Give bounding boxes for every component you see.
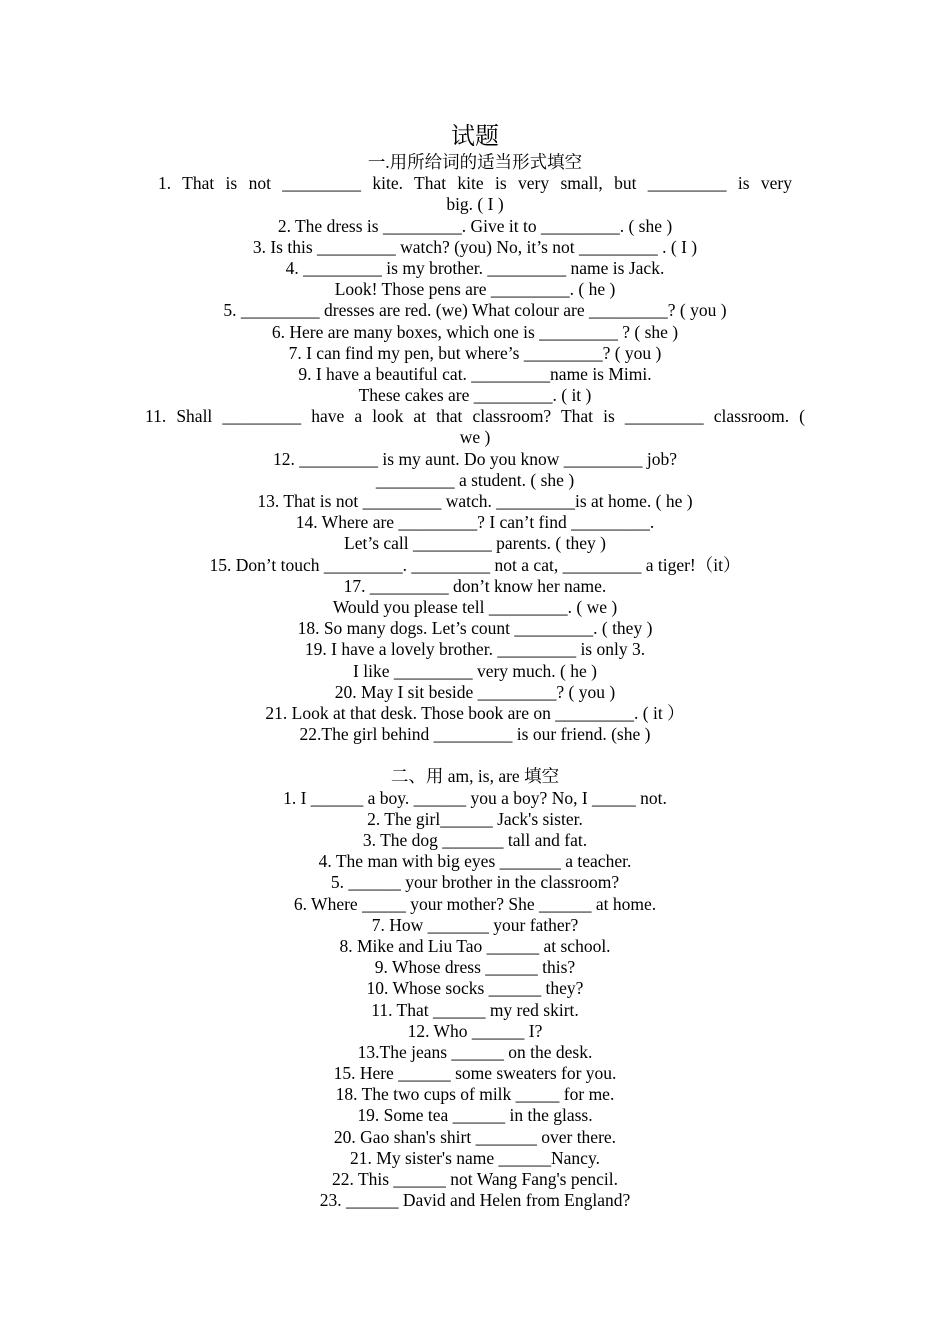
exercise-line: 15. Don’t touch _________. _________ not a cat, _________ a tiger!（it） [209, 554, 741, 575]
exercise-line: 9. Whose dress ______ this? [374, 957, 576, 978]
exercise-line: 19. I have a lovely brother. _________ is only 3. [304, 639, 646, 660]
exercise-line: we ) [459, 427, 491, 448]
exercise-line: 6. Where _____ your mother? She ______ at home. [293, 893, 657, 914]
exercise-line: 21. Look at that desk. Those book are on _________. ( it ） [265, 702, 685, 723]
exercise-line: 3. Is this _________ watch? (you) No, it’s not _________ . ( I ) [252, 236, 698, 257]
exercise-line: 22.The girl behind _________ is our friend. (she ) [299, 724, 651, 745]
exercise-line: 4. The man with big eyes _______ a teacher. [318, 851, 632, 872]
exercise-line: 13. That is not _________ watch. _________is at home. ( he ) [257, 491, 693, 511]
exercise-line: I like _________ very much. ( he ) [353, 660, 597, 681]
exercise-line: big. ( I ) [446, 194, 504, 215]
exercise-line: 7. I can find my pen, but where’s _________? ( you ) [288, 342, 662, 363]
exercise-line: 22. This ______ not Wang Fang's pencil. [332, 1169, 618, 1189]
exercise-line: 8. Mike and Liu Tao ______ at school. [339, 935, 611, 956]
exercise-line: 2. The dress is _________. Give it to _________. ( she ) [277, 215, 673, 236]
exercise-line: 1. I ______ a boy. ______ you a boy? No, I _____ not. [283, 787, 667, 808]
exercise-line: 17. _________ don’t know her name. [343, 575, 607, 596]
exercise-line: _________ a student. ( she ) [375, 469, 575, 490]
exercise-line: 11. Shall _________ have a look at that classroom? That is _________ classroom. ( [145, 406, 805, 427]
exercise-line: 21. My sister's name ______Nancy. [350, 1147, 600, 1168]
exercise-line: 23. ______ David and Helen from England? [319, 1190, 631, 1211]
exercise-line: 14. Where are _________? I can’t find _________. [295, 512, 655, 533]
exercise-line: 9. I have a beautiful cat. _________name is Mimi. [298, 363, 652, 384]
exercise-line: Look! Those pens are _________. ( he ) [334, 279, 616, 300]
exercise-line: 15. Here ______ some sweaters for you. [333, 1063, 617, 1084]
exercise-line: Would you please tell _________. ( we ) [332, 596, 618, 617]
exercise-line: 19. Some tea ______ in the glass. [357, 1105, 593, 1126]
exercise-line: 5. _________ dresses are red. (we) What colour are _________? ( you ) [223, 300, 727, 321]
exercise-line: 12. _________ is my aunt. Do you know _________ job? [273, 448, 677, 469]
section-2-heading: 二、用 am, is, are 填空 [390, 766, 560, 787]
exercise-line: 1. That is not _________ kite. That kite is very small, but _________ is very [158, 173, 792, 194]
section-2-list [140, 788, 810, 1212]
exercise-line: 10. Whose socks ______ they? [366, 978, 584, 999]
exercise-line: 2. The girl______ Jack's sister. [367, 808, 583, 829]
section-spacer [140, 745, 810, 766]
section-1-heading: 一.用所给词的适当形式填空 [367, 152, 583, 172]
exercise-line: 12. Who ______ I? [407, 1020, 543, 1041]
page-title: 试题 [451, 124, 499, 150]
exercise-line: 3. The dog _______ tall and fat. [362, 830, 588, 850]
document-page [140, 122, 810, 1211]
exercise-line: 4. _________ is my brother. _________ name is Jack. [285, 257, 665, 278]
exercise-line: 13.The jeans ______ on the desk. [357, 1041, 593, 1062]
exercise-line: 18. The two cups of milk _____ for me. [335, 1084, 615, 1105]
section-1-list [140, 173, 810, 745]
exercise-line: 20. May I sit beside _________? ( you ) [334, 681, 616, 702]
exercise-line: 18. So many dogs. Let’s count _________. ( they ) [297, 618, 653, 639]
exercise-line: 11. That ______ my red skirt. [371, 999, 579, 1020]
exercise-line: 20. Gao shan's shirt _______ over there. [333, 1126, 617, 1147]
exercise-line: 6. Here are many boxes, which one is _________ ? ( she ) [271, 321, 679, 342]
exercise-line: 7. How _______ your father? [371, 914, 579, 935]
exercise-line: Let’s call _________ parents. ( they ) [344, 533, 606, 554]
exercise-line: 5. ______ your brother in the classroom? [330, 872, 620, 893]
exercise-line: These cakes are _________. ( it ) [358, 385, 592, 406]
